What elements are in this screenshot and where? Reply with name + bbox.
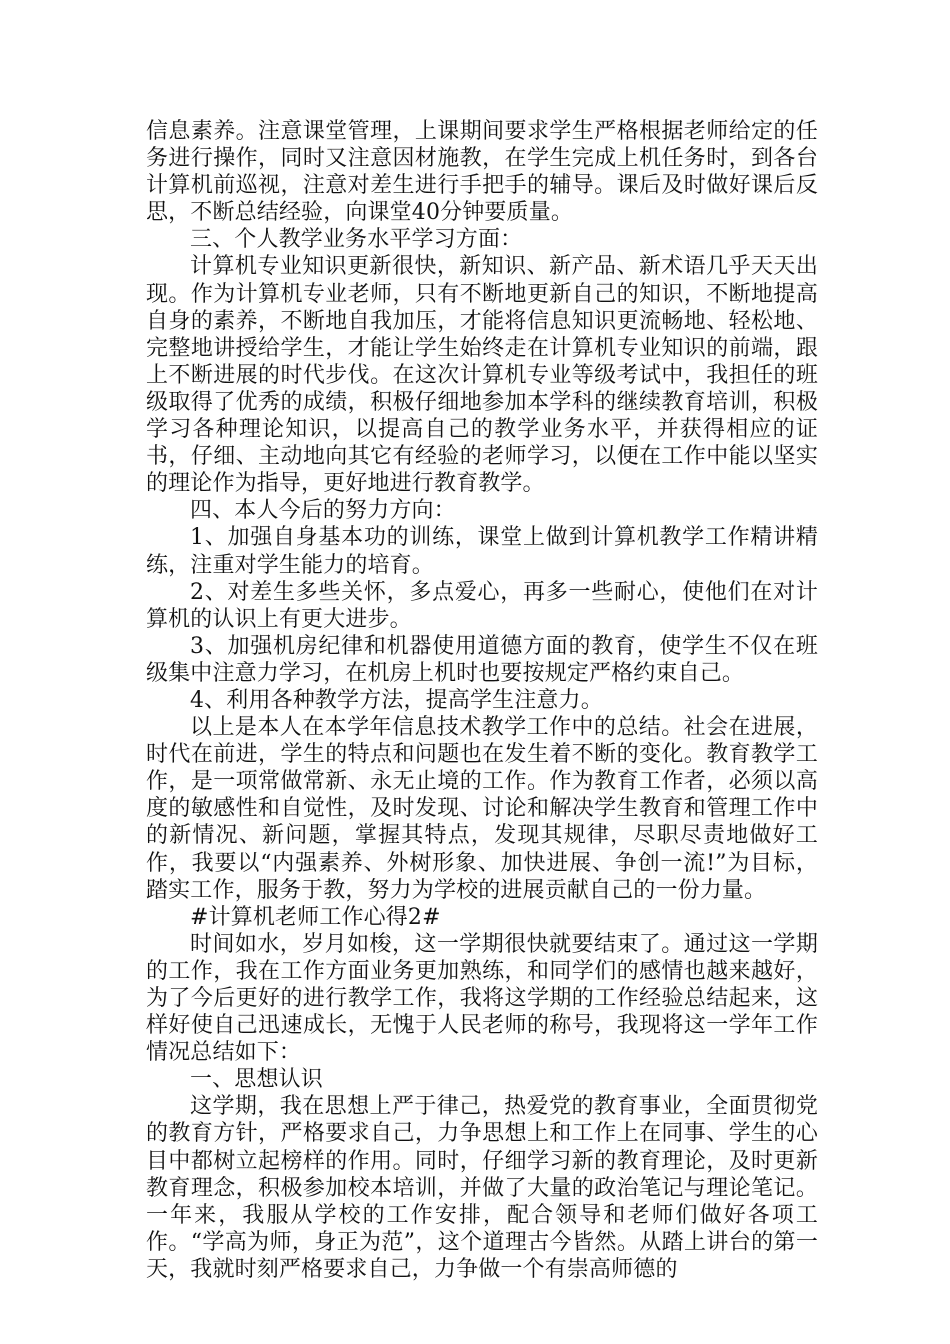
paragraph-summary: 以上是本人在本学年信息技术教学工作中的总结。社会在进展，时代在前进，学生的特点和问题也在发生着不断的变化。教育教学工作，是一项常做常新、永无止境的工作。作为教育工作者，必须以高度的敏感性和自觉性，及时发现、讨论和解决学生教育和管理工作中的新情况、新问题，掌握其特点，发现其规律，尽职尽责地做好工作，我要以“内强素养、外树形象、加快进展、争创一流!”为目标，踏实工作，服务于教，努力为学校的进展贡献自己的一份力量。 — [146, 715, 818, 903]
paragraph-info-literacy: 信息素养。注意课堂管理，上课期间要求学生严格根据老师给定的任务进行操作，同时又注意因材施教，在学生完成上机任务时，到各台计算机前巡视，注意对差生进行手把手的辅导。课后及时做好课后反思，不断总结经验，向课堂40分钟要质量。 — [146, 119, 818, 226]
paragraph-intro-2: 时间如水，岁月如梭，这一学期很快就要结束了。通过这一学期的工作，我在工作方面业务更加熟练，和同学们的感情也越来越好，为了今后更好的进行教学工作，我将这学期的工作经验总结起来，这样好使自己迅速成长，无愧于人民老师的称号，我现将这一学年工作情况总结如下： — [146, 931, 818, 1066]
heading-section-4: 四、本人今后的努力方向： — [190, 498, 456, 524]
paragraph-thought: 这学期，我在思想上严于律己，热爱党的教育事业，全面贯彻党的教育方针，严格要求自己，力争思想上和工作上在同事、学生的心目中都树立起榜样的作用。同时，仔细学习新的教育理论，及时更新教育理念，积极参加校本培训，并做了大量的政治笔记与理论笔记。一年来，我服从学校的工作安排，配合领导和老师们做好各项工作。“学高为师，身正为范”，这个道理古今皆然。从踏上讲台的第一天，我就时刻严格要求自己，力争做一个有崇高师德的 — [146, 1094, 818, 1282]
body-text — [146, 118, 818, 1283]
heading-thought: 一、思想认识 — [190, 1067, 323, 1093]
list-item-1: 1、加强自身基本功的训练，课堂上做到计算机教学工作精讲精练，注重对学生能力的培育。 — [146, 525, 818, 578]
list-item-2: 2、对差生多些关怀，多点爱心，再多一些耐心，使他们在对计算机的认识上有更大进步。 — [146, 579, 818, 632]
heading-article-2: #计算机老师工作心得2# — [190, 904, 441, 930]
list-item-4: 4、利用各种教学方法，提高学生注意力。 — [190, 687, 603, 713]
heading-section-3: 三、个人教学业务水平学习方面： — [190, 227, 523, 253]
list-item-3: 3、加强机房纪律和机器使用道德方面的教育，使学生不仅在班级集中注意力学习，在机房上机时也要按规定严格约束自己。 — [146, 633, 818, 686]
paragraph-professional-knowledge: 计算机专业知识更新很快，新知识、新产品、新术语几乎天天出现。作为计算机专业老师，只有不断地更新自己的知识，不断地提高自身的素养，不断地自我加压，才能将信息知识更流畅地、轻松地、完整地讲授给学生，才能让学生始终走在计算机专业知识的前端，跟上不断进展的时代步伐。在这次计算机专业等级考试中，我担任的班级取得了优秀的成绩，积极仔细地参加本学科的继续教育培训，积极学习各种理论知识，以提高自己的教学业务水平，并获得相应的证书，仔细、主动地向其它有经验的老师学习，以便在工作中能以坚实的理论作为指导，更好地进行教育教学。 — [146, 254, 818, 497]
